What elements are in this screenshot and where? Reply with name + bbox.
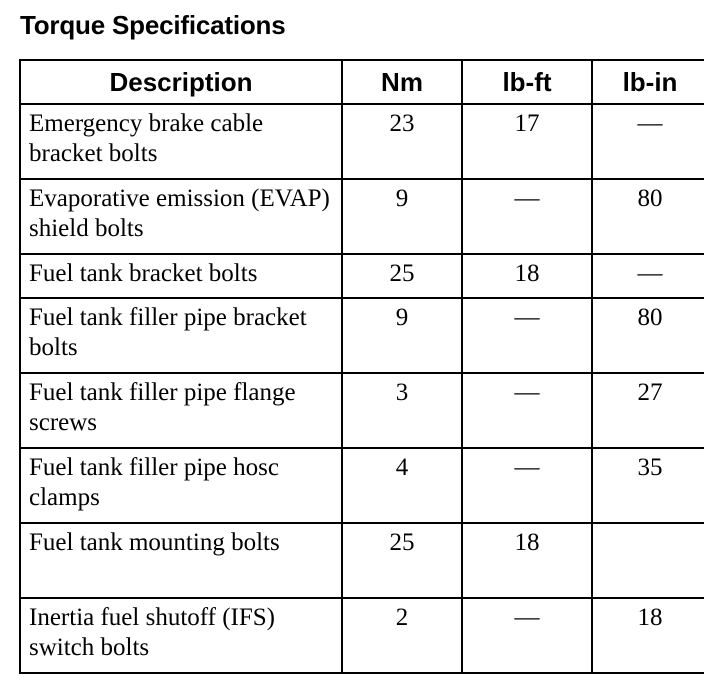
- lbin-cell: 18: [592, 598, 704, 673]
- table-row: [20, 104, 704, 179]
- table-row: [20, 179, 704, 254]
- table-row: [20, 448, 704, 523]
- description-cell: Fuel tank filler pipe flange screws: [20, 373, 342, 448]
- nm-cell: 23: [342, 104, 462, 179]
- nm-cell: 9: [342, 298, 462, 373]
- lbin-cell: [592, 523, 704, 598]
- table-row: [20, 298, 704, 373]
- description-cell: Fuel tank mounting bolts: [20, 523, 342, 598]
- description-cell: Emergency brake cable bracket bolts: [20, 104, 342, 179]
- nm-cell: 3: [342, 373, 462, 448]
- lbft-cell: 18: [462, 523, 592, 598]
- description-cell: Fuel tank filler pipe hosc clamps: [20, 448, 342, 523]
- table-row: [20, 254, 704, 298]
- column-header-description: Description: [20, 60, 342, 104]
- nm-cell: 4: [342, 448, 462, 523]
- lbft-cell: 18: [462, 254, 592, 298]
- nm-cell: 2: [342, 598, 462, 673]
- lbft-cell: —: [462, 179, 592, 254]
- table-row: [20, 373, 704, 448]
- lbft-cell: —: [462, 298, 592, 373]
- page-title: Torque Specifications: [20, 10, 286, 40]
- column-header-lbft: lb-ft: [462, 60, 592, 104]
- lbin-cell: 80: [592, 298, 704, 373]
- nm-cell: 25: [342, 523, 462, 598]
- lbin-cell: 27: [592, 373, 704, 448]
- table-header-row: [20, 60, 704, 104]
- table-row: [20, 598, 704, 673]
- lbin-cell: —: [592, 254, 704, 298]
- table-row: [20, 523, 704, 598]
- description-cell: Fuel tank filler pipe bracket bolts: [20, 298, 342, 373]
- nm-cell: 25: [342, 254, 462, 298]
- nm-cell: 9: [342, 179, 462, 254]
- description-cell: Inertia fuel shutoff (IFS) switch bolts: [20, 598, 342, 673]
- column-header-lbin: lb-in: [592, 60, 704, 104]
- lbin-cell: 35: [592, 448, 704, 523]
- lbft-cell: 17: [462, 104, 592, 179]
- description-cell: Evaporative emission (EVAP) shield bolts: [20, 179, 342, 254]
- lbin-cell: 80: [592, 179, 704, 254]
- column-header-nm: Nm: [342, 60, 462, 104]
- lbft-cell: —: [462, 598, 592, 673]
- lbft-cell: —: [462, 373, 592, 448]
- torque-spec-table: [19, 59, 704, 674]
- lbin-cell: —: [592, 104, 704, 179]
- description-cell: Fuel tank bracket bolts: [20, 254, 342, 298]
- lbft-cell: —: [462, 448, 592, 523]
